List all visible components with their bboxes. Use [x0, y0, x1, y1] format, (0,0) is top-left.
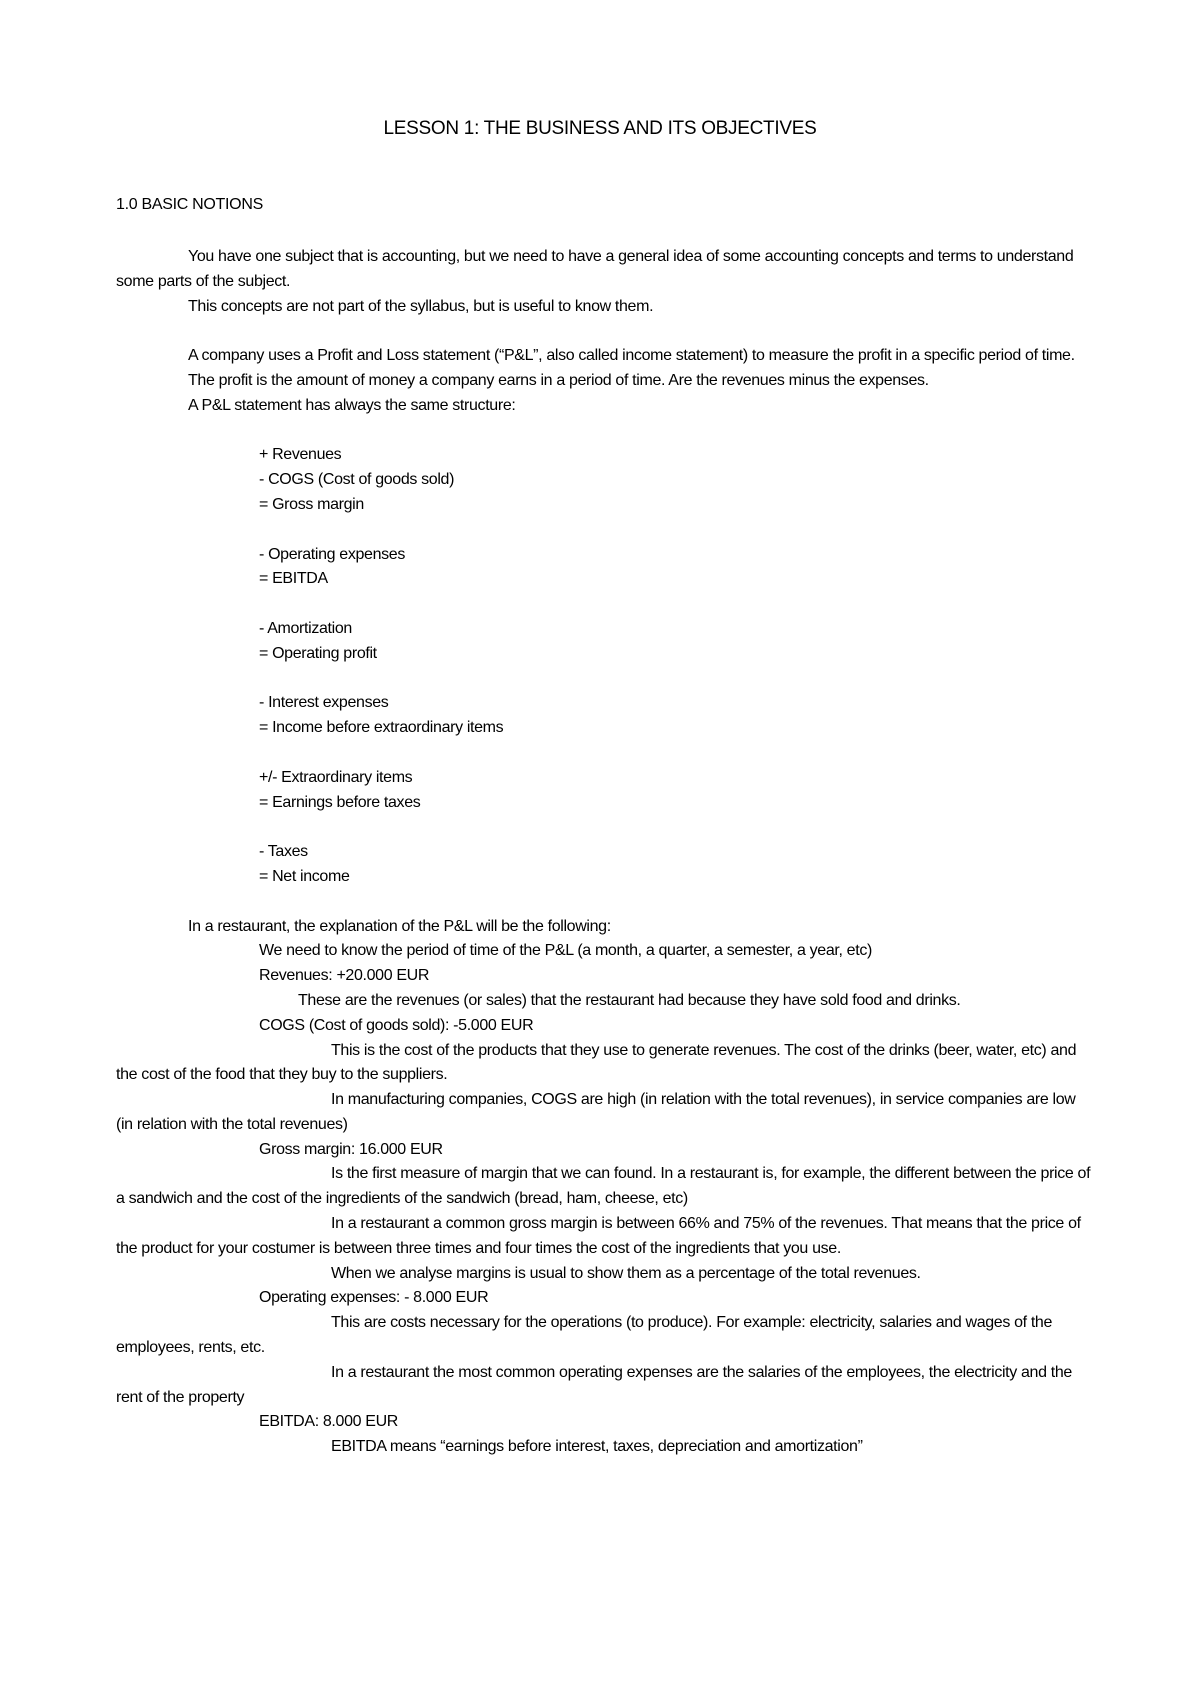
document-body [116, 245, 1091, 1460]
revenues-label: Revenues: +20.000 EUR [259, 967, 430, 985]
operating-expenses-description-1: This are costs necessary for the operations (to produce). For example: electricity, salaries and wages of the employees, rents, etc. [116, 1314, 1053, 1357]
restaurant-intro: In a restaurant, the explanation of the P&L will be the following: [188, 917, 611, 935]
structure-line: +/- Extraordinary items [259, 768, 413, 786]
page-title: LESSON 1: THE BUSINESS AND ITS OBJECTIVES [383, 118, 817, 139]
structure-line: = Income before extraordinary items [259, 719, 504, 737]
structure-line: = Operating profit [259, 644, 377, 662]
intro-paragraph-1: You have one subject that is accounting, but we need to have a general idea of some accounting concepts and terms to understand some parts of the subject. [116, 248, 1074, 290]
cogs-description-1: This is the cost of the products that they use to generate revenues. The cost of the drinks (beer, water, etc) and the cost of the food that they buy to the suppliers. [116, 1041, 1077, 1084]
structure-line: + Revenues [259, 446, 342, 464]
gross-margin-label: Gross margin: 16.000 EUR [259, 1140, 443, 1158]
cogs-label: COGS (Cost of goods sold): -5.000 EUR [259, 1016, 534, 1034]
gross-margin-description-1: Is the first measure of margin that we can found. In a restaurant is, for example, the different between the price of a sandwich and the cost of the ingredients of the sandwich (bread, ham, cheese, etc) [116, 1165, 1091, 1208]
structure-line: - Operating expenses [259, 545, 405, 563]
restaurant-period: We need to know the period of time of the P&L (a month, a quarter, a semester, a year, etc) [259, 942, 872, 960]
gross-margin-description-2: In a restaurant a common gross margin is between 66% and 75% of the revenues. That means that the price of the product for your costumer is between three times and four times the cost of the ingredients that you use. [116, 1215, 1081, 1257]
revenues-description: These are the revenues (or sales) that the restaurant had because they have sold food and drinks. [298, 991, 961, 1009]
pl-intro-paragraph-3: A P&L statement has always the same structure: [188, 396, 516, 414]
operating-expenses-label: Operating expenses: - 8.000 EUR [259, 1289, 489, 1307]
structure-line: - Interest expenses [259, 694, 389, 712]
structure-line: = Net income [259, 867, 350, 885]
operating-expenses-description-2: In a restaurant the most common operating expenses are the salaries of the employees, the electricity and the rent of the property [116, 1363, 1072, 1406]
section-heading: 1.0 BASIC NOTIONS [116, 196, 263, 213]
ebitda-label: EBITDA: 8.000 EUR [259, 1413, 398, 1431]
structure-line: - COGS (Cost of goods sold) [259, 471, 455, 489]
structure-line: = EBITDA [259, 570, 328, 588]
cogs-description-2: In manufacturing companies, COGS are high (in relation with the total revenues), in service companies are low (in relation with the total revenues) [116, 1091, 1076, 1133]
gross-margin-description-3: When we analyse margins is usual to show them as a percentage of the total revenues. [331, 1264, 921, 1282]
structure-line: - Taxes [259, 843, 308, 861]
ebitda-description: EBITDA means “earnings before interest, taxes, depreciation and amortization” [331, 1438, 863, 1456]
structure-line: = Earnings before taxes [259, 793, 421, 811]
structure-line: - Amortization [259, 619, 352, 637]
intro-paragraph-2: This concepts are not part of the syllabus, but is useful to know them. [188, 297, 654, 315]
pl-intro-paragraph-2: The profit is the amount of money a company earns in a period of time. Are the revenues minus the expenses. [188, 371, 929, 389]
pl-intro-paragraph-1: A company uses a Profit and Loss statement (“P&L”, also called income statement) to measure the profit in a specific period of time. [188, 347, 1075, 365]
structure-line: = Gross margin [259, 495, 364, 513]
